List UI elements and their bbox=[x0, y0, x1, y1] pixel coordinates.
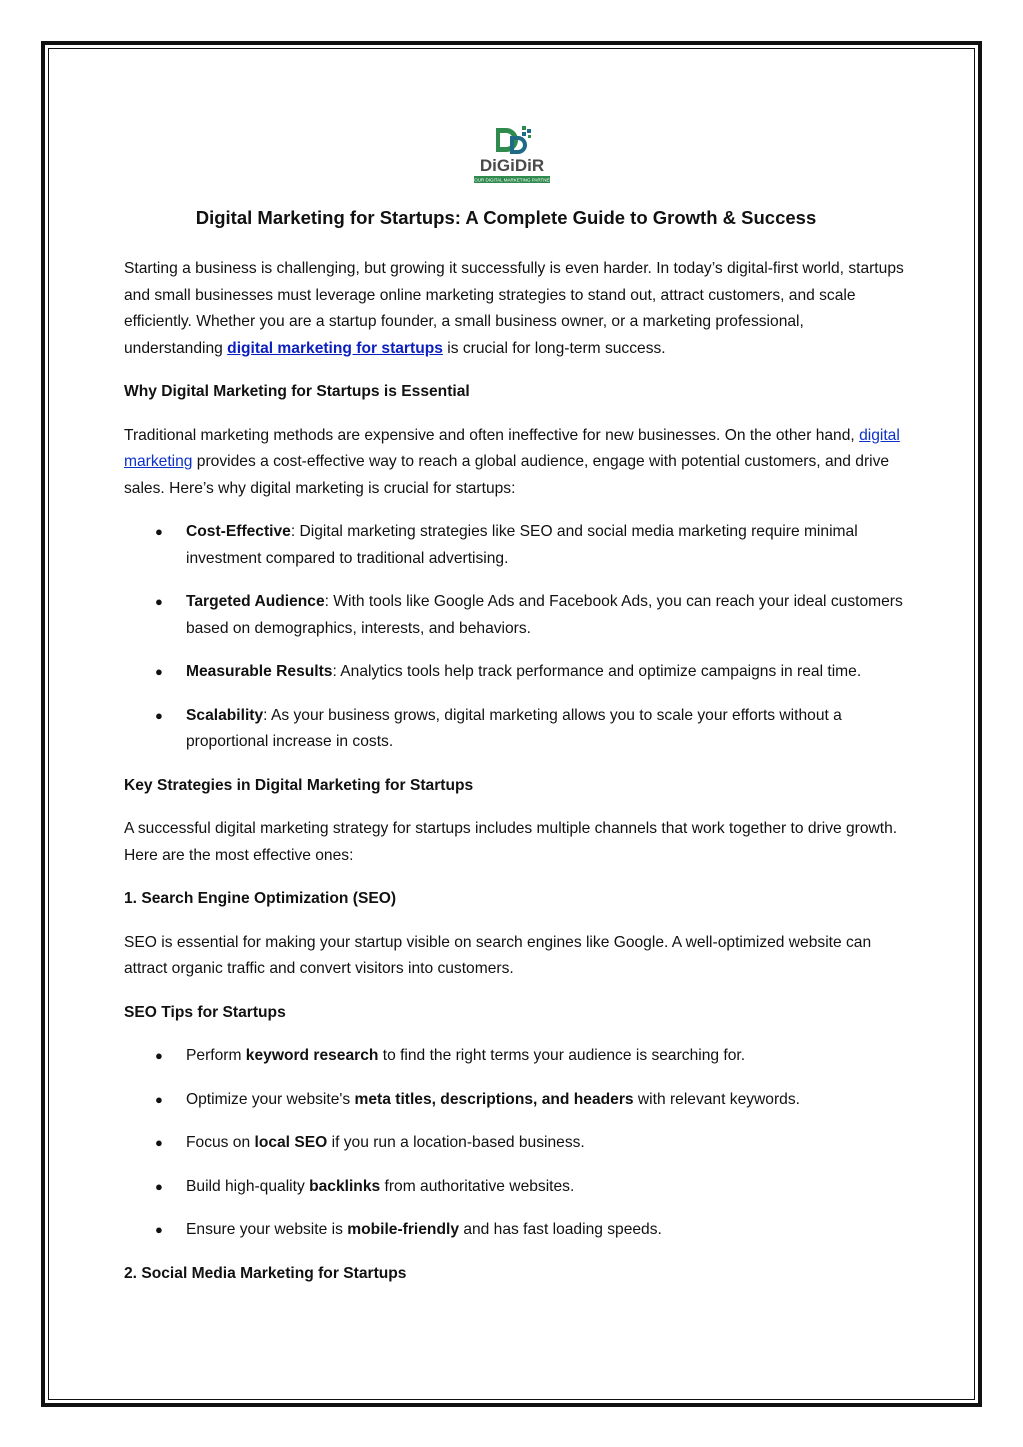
benefit-text: : As your business grows, digital marketing allows you to scale your efforts without a proportional increase in costs. bbox=[186, 706, 842, 750]
tip-text: Perform bbox=[186, 1047, 246, 1064]
tip-text: Build high-quality bbox=[186, 1177, 310, 1195]
benefit-text: : Analytics tools help track performance and optimize campaigns in real time. bbox=[332, 663, 862, 680]
digital-marketing-for-startups-link[interactable]: digital marketing for startups bbox=[227, 339, 443, 357]
tip-bold: keyword research bbox=[245, 1047, 379, 1064]
benefit-term: Measurable Results bbox=[186, 663, 333, 680]
bullet-icon: ● bbox=[155, 524, 163, 539]
intro-text: Starting a business is challenging, but growing it successfully is even harder. In today’s digital-first world, startups and small businesses must leverage online marketing strategies to stand out, attract customers, and scale efficiently. Whether you are a startup founder, a small business owner, or a marketing professional, understanding bbox=[124, 260, 904, 357]
list-item bbox=[124, 589, 904, 642]
list-item bbox=[124, 1174, 904, 1201]
strategies-paragraph: A successful digital marketing strategy for startups includes multiple channels that work together to drive growth. Here are the most effective ones: bbox=[124, 820, 898, 864]
tip-bold: local SEO bbox=[254, 1134, 328, 1151]
tip-text: if you run a location-based business. bbox=[327, 1134, 585, 1151]
bullet-icon: ● bbox=[155, 664, 163, 679]
document-title: Digital Marketing for Startups: A Complete Guide to Growth & Success bbox=[195, 207, 817, 228]
digital-marketing-link[interactable]: digital marketing bbox=[124, 426, 900, 470]
bullet-icon: ● bbox=[155, 1178, 163, 1194]
bullet-icon: ● bbox=[155, 1135, 163, 1150]
social-heading: 2. Social Media Marketing for Startups bbox=[124, 1264, 407, 1282]
benefit-term: Cost-Effective bbox=[186, 523, 291, 540]
bullet-icon: ● bbox=[155, 1048, 163, 1063]
bullet-icon: ● bbox=[155, 1091, 163, 1107]
list-item bbox=[124, 1043, 904, 1070]
list-item bbox=[124, 1087, 904, 1114]
bullet-icon: ● bbox=[155, 1222, 163, 1237]
tip-text: Optimize your website's bbox=[186, 1090, 355, 1108]
why-paragraph bbox=[124, 423, 904, 503]
why-text: Traditional marketing methods are expensive and often ineffective for new businesses. On the other hand, bbox=[124, 426, 860, 444]
tip-text: and has fast loading speeds. bbox=[459, 1221, 662, 1238]
intro-text-end: is crucial for long-term success. bbox=[442, 339, 666, 357]
list-item bbox=[124, 703, 904, 756]
list-item bbox=[124, 1130, 904, 1157]
list-item bbox=[124, 519, 904, 572]
benefit-term: Scalability bbox=[186, 706, 264, 724]
tip-bold: mobile-friendly bbox=[347, 1221, 459, 1238]
bullet-icon: ● bbox=[155, 594, 163, 609]
list-item bbox=[124, 1217, 904, 1244]
bullet-icon: ● bbox=[155, 707, 163, 723]
list-item bbox=[124, 659, 904, 686]
logo-mark-icon bbox=[472, 124, 552, 186]
tip-text: to find the right terms your audience is searching for. bbox=[378, 1047, 746, 1064]
digidir-logo bbox=[472, 124, 552, 186]
benefits-list bbox=[124, 519, 904, 756]
tip-bold: meta titles, descriptions, and headers bbox=[354, 1090, 634, 1108]
benefit-term: Targeted Audience bbox=[186, 593, 325, 610]
strategies-heading: Key Strategies in Digital Marketing for Startups bbox=[124, 776, 474, 794]
benefit-text: : With tools like Google Ads and Facebook Ads, you can reach your ideal customers based on demographics, interests, and behaviors. bbox=[186, 593, 903, 637]
logo-tagline: YOUR DIGITAL MARKETING PARTNER bbox=[472, 177, 552, 183]
seo-paragraph: SEO is essential for making your startup visible on search engines like Google. A well-optimized website can attract organic traffic and convert visitors into customers. bbox=[124, 933, 872, 977]
tip-text: from authoritative websites. bbox=[380, 1177, 575, 1195]
tip-bold: backlinks bbox=[309, 1177, 381, 1195]
tip-text: Focus on bbox=[186, 1134, 255, 1151]
intro-paragraph bbox=[124, 256, 904, 362]
seo-tips-heading: SEO Tips for Startups bbox=[124, 1003, 286, 1021]
benefit-text: : Digital marketing strategies like SEO and social media marketing require minimal investment compared to traditional advertising. bbox=[186, 523, 858, 567]
why-text-end: provides a cost-effective way to reach a global audience, engage with potential customers, and drive sales. Here’s why digital marketing is crucial for startups: bbox=[124, 453, 890, 497]
tip-text: with relevant keywords. bbox=[633, 1090, 800, 1108]
why-heading: Why Digital Marketing for Startups is Essential bbox=[124, 383, 470, 400]
tip-text: Ensure your website is bbox=[186, 1221, 348, 1238]
seo-heading: 1. Search Engine Optimization (SEO) bbox=[124, 890, 397, 907]
seo-tips-list bbox=[124, 1043, 904, 1244]
logo-wordmark: DiGiDiR bbox=[479, 156, 545, 175]
document-body bbox=[124, 204, 904, 1304]
